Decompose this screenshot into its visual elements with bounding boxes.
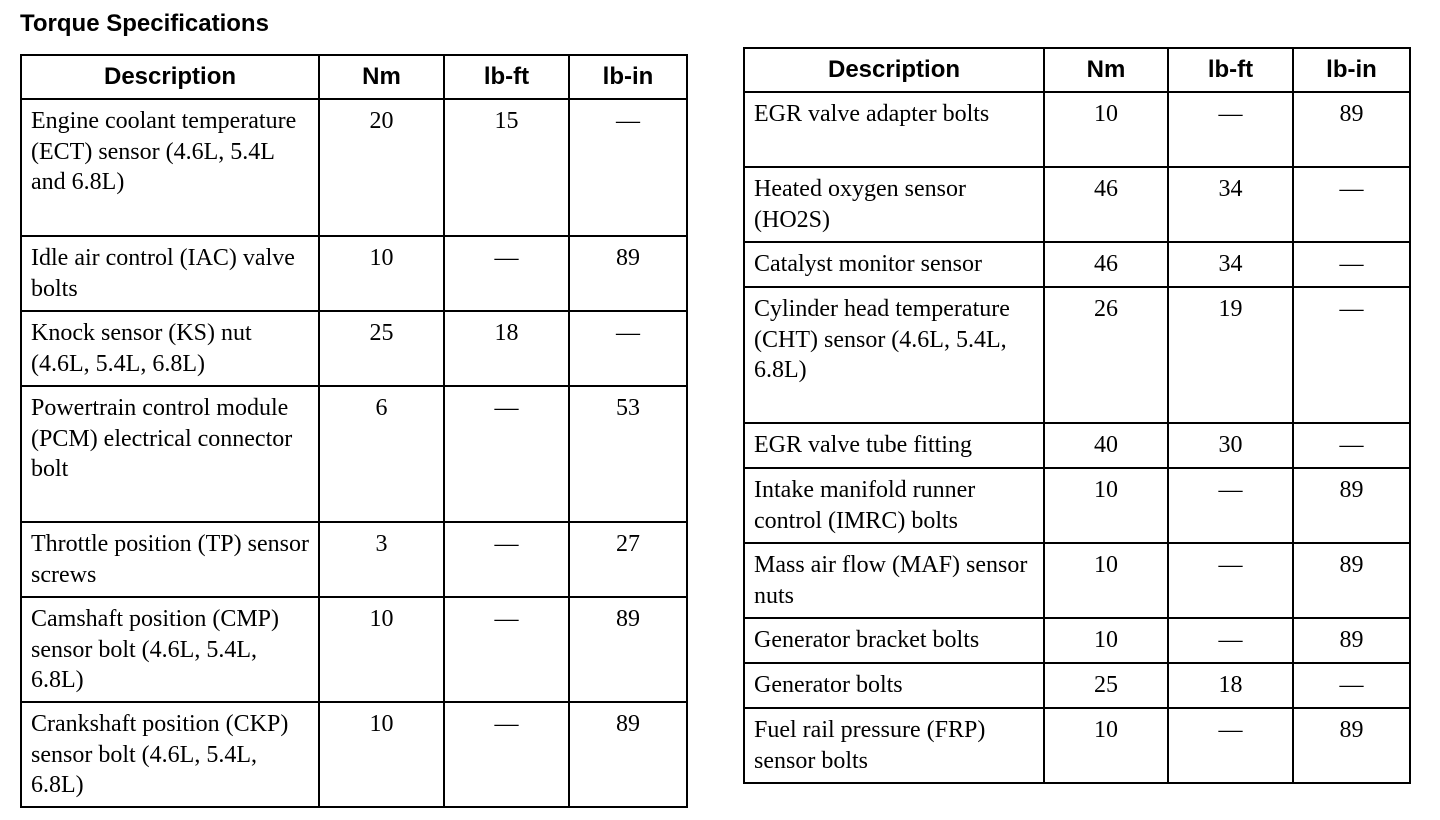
- cell-description: Mass air flow (MAF) sensor nuts: [744, 543, 1044, 618]
- col-header-lbin: lb-in: [569, 55, 687, 99]
- cell-lbft: —: [444, 522, 569, 597]
- cell-nm: 3: [319, 522, 444, 597]
- cell-nm: 10: [1044, 543, 1168, 618]
- table-row: [744, 543, 1410, 618]
- header-row: [21, 55, 687, 99]
- cell-lbin: 89: [1293, 92, 1410, 167]
- cell-nm: 10: [319, 236, 444, 311]
- cell-lbin: —: [1293, 167, 1410, 242]
- cell-nm: 46: [1044, 167, 1168, 242]
- cell-lbin: 89: [1293, 708, 1410, 783]
- cell-lbft: —: [444, 702, 569, 807]
- cell-nm: 10: [1044, 92, 1168, 167]
- cell-description: Crankshaft position (CKP) sensor bolt (4.6L, 5.4L, 6.8L): [21, 702, 319, 807]
- table-row: [744, 618, 1410, 663]
- cell-lbft: 18: [1168, 663, 1293, 708]
- cell-nm: 10: [1044, 708, 1168, 783]
- cell-lbft: —: [1168, 468, 1293, 543]
- cell-description: Camshaft position (CMP) sensor bolt (4.6L, 5.4L, 6.8L): [21, 597, 319, 702]
- col-header-description: Description: [21, 55, 319, 99]
- cell-nm: 20: [319, 99, 444, 236]
- cell-lbin: —: [1293, 242, 1410, 287]
- torque-table-left: [20, 54, 688, 808]
- cell-lbft: 34: [1168, 167, 1293, 242]
- col-header-nm: Nm: [1044, 48, 1168, 92]
- cell-lbft: 18: [444, 311, 569, 386]
- table-row: [744, 468, 1410, 543]
- cell-lbft: 30: [1168, 423, 1293, 468]
- table-row: [21, 702, 687, 807]
- cell-lbft: —: [1168, 543, 1293, 618]
- cell-lbft: —: [1168, 618, 1293, 663]
- cell-lbin: 53: [569, 386, 687, 522]
- cell-description: Powertrain control module (PCM) electrical connector bolt: [21, 386, 319, 522]
- table-row: [21, 522, 687, 597]
- cell-nm: 25: [319, 311, 444, 386]
- cell-lbin: 89: [569, 597, 687, 702]
- cell-description: EGR valve tube fitting: [744, 423, 1044, 468]
- cell-description: Heated oxygen sensor (HO2S): [744, 167, 1044, 242]
- cell-description: Throttle position (TP) sensor screws: [21, 522, 319, 597]
- cell-lbin: 89: [1293, 543, 1410, 618]
- table-row: [744, 423, 1410, 468]
- cell-nm: 10: [319, 702, 444, 807]
- cell-lbft: —: [1168, 92, 1293, 167]
- cell-nm: 10: [1044, 468, 1168, 543]
- table-row: [744, 708, 1410, 783]
- table-row: [21, 386, 687, 522]
- torque-table-right: [743, 47, 1411, 784]
- cell-lbft: —: [444, 236, 569, 311]
- cell-nm: 10: [319, 597, 444, 702]
- cell-lbin: —: [1293, 287, 1410, 423]
- cell-description: Cylinder head temperature (CHT) sensor (4.6L, 5.4L, 6.8L): [744, 287, 1044, 423]
- table-row: [21, 236, 687, 311]
- cell-lbin: 89: [569, 702, 687, 807]
- cell-description: Knock sensor (KS) nut (4.6L, 5.4L, 6.8L): [21, 311, 319, 386]
- col-header-nm: Nm: [319, 55, 444, 99]
- table-row: [744, 287, 1410, 423]
- cell-description: Fuel rail pressure (FRP) sensor bolts: [744, 708, 1044, 783]
- cell-nm: 46: [1044, 242, 1168, 287]
- page-title: Torque Specifications: [20, 10, 269, 37]
- table-row: [744, 663, 1410, 708]
- header-row: [744, 48, 1410, 92]
- cell-description: Intake manifold runner control (IMRC) bolts: [744, 468, 1044, 543]
- table-row: [744, 92, 1410, 167]
- cell-nm: 6: [319, 386, 444, 522]
- cell-lbft: 19: [1168, 287, 1293, 423]
- table-row: [744, 242, 1410, 287]
- cell-lbin: 89: [1293, 618, 1410, 663]
- col-header-description: Description: [744, 48, 1044, 92]
- cell-description: Generator bracket bolts: [744, 618, 1044, 663]
- cell-lbft: 15: [444, 99, 569, 236]
- cell-description: Generator bolts: [744, 663, 1044, 708]
- cell-lbft: 34: [1168, 242, 1293, 287]
- cell-lbft: —: [444, 386, 569, 522]
- cell-lbin: 27: [569, 522, 687, 597]
- cell-description: Catalyst monitor sensor: [744, 242, 1044, 287]
- cell-description: EGR valve adapter bolts: [744, 92, 1044, 167]
- table-row: [21, 597, 687, 702]
- cell-nm: 40: [1044, 423, 1168, 468]
- cell-lbin: —: [569, 311, 687, 386]
- cell-lbin: 89: [569, 236, 687, 311]
- cell-lbft: —: [444, 597, 569, 702]
- col-header-lbin: lb-in: [1293, 48, 1410, 92]
- cell-lbft: —: [1168, 708, 1293, 783]
- col-header-lbft: lb-ft: [444, 55, 569, 99]
- cell-nm: 10: [1044, 618, 1168, 663]
- table-row: [21, 311, 687, 386]
- cell-description: Engine coolant temperature (ECT) sensor (4.6L, 5.4L and 6.8L): [21, 99, 319, 236]
- cell-nm: 26: [1044, 287, 1168, 423]
- cell-lbin: 89: [1293, 468, 1410, 543]
- col-header-lbft: lb-ft: [1168, 48, 1293, 92]
- cell-lbin: —: [569, 99, 687, 236]
- table-row: [21, 99, 687, 236]
- cell-nm: 25: [1044, 663, 1168, 708]
- cell-lbin: —: [1293, 663, 1410, 708]
- cell-lbin: —: [1293, 423, 1410, 468]
- table-row: [744, 167, 1410, 242]
- cell-description: Idle air control (IAC) valve bolts: [21, 236, 319, 311]
